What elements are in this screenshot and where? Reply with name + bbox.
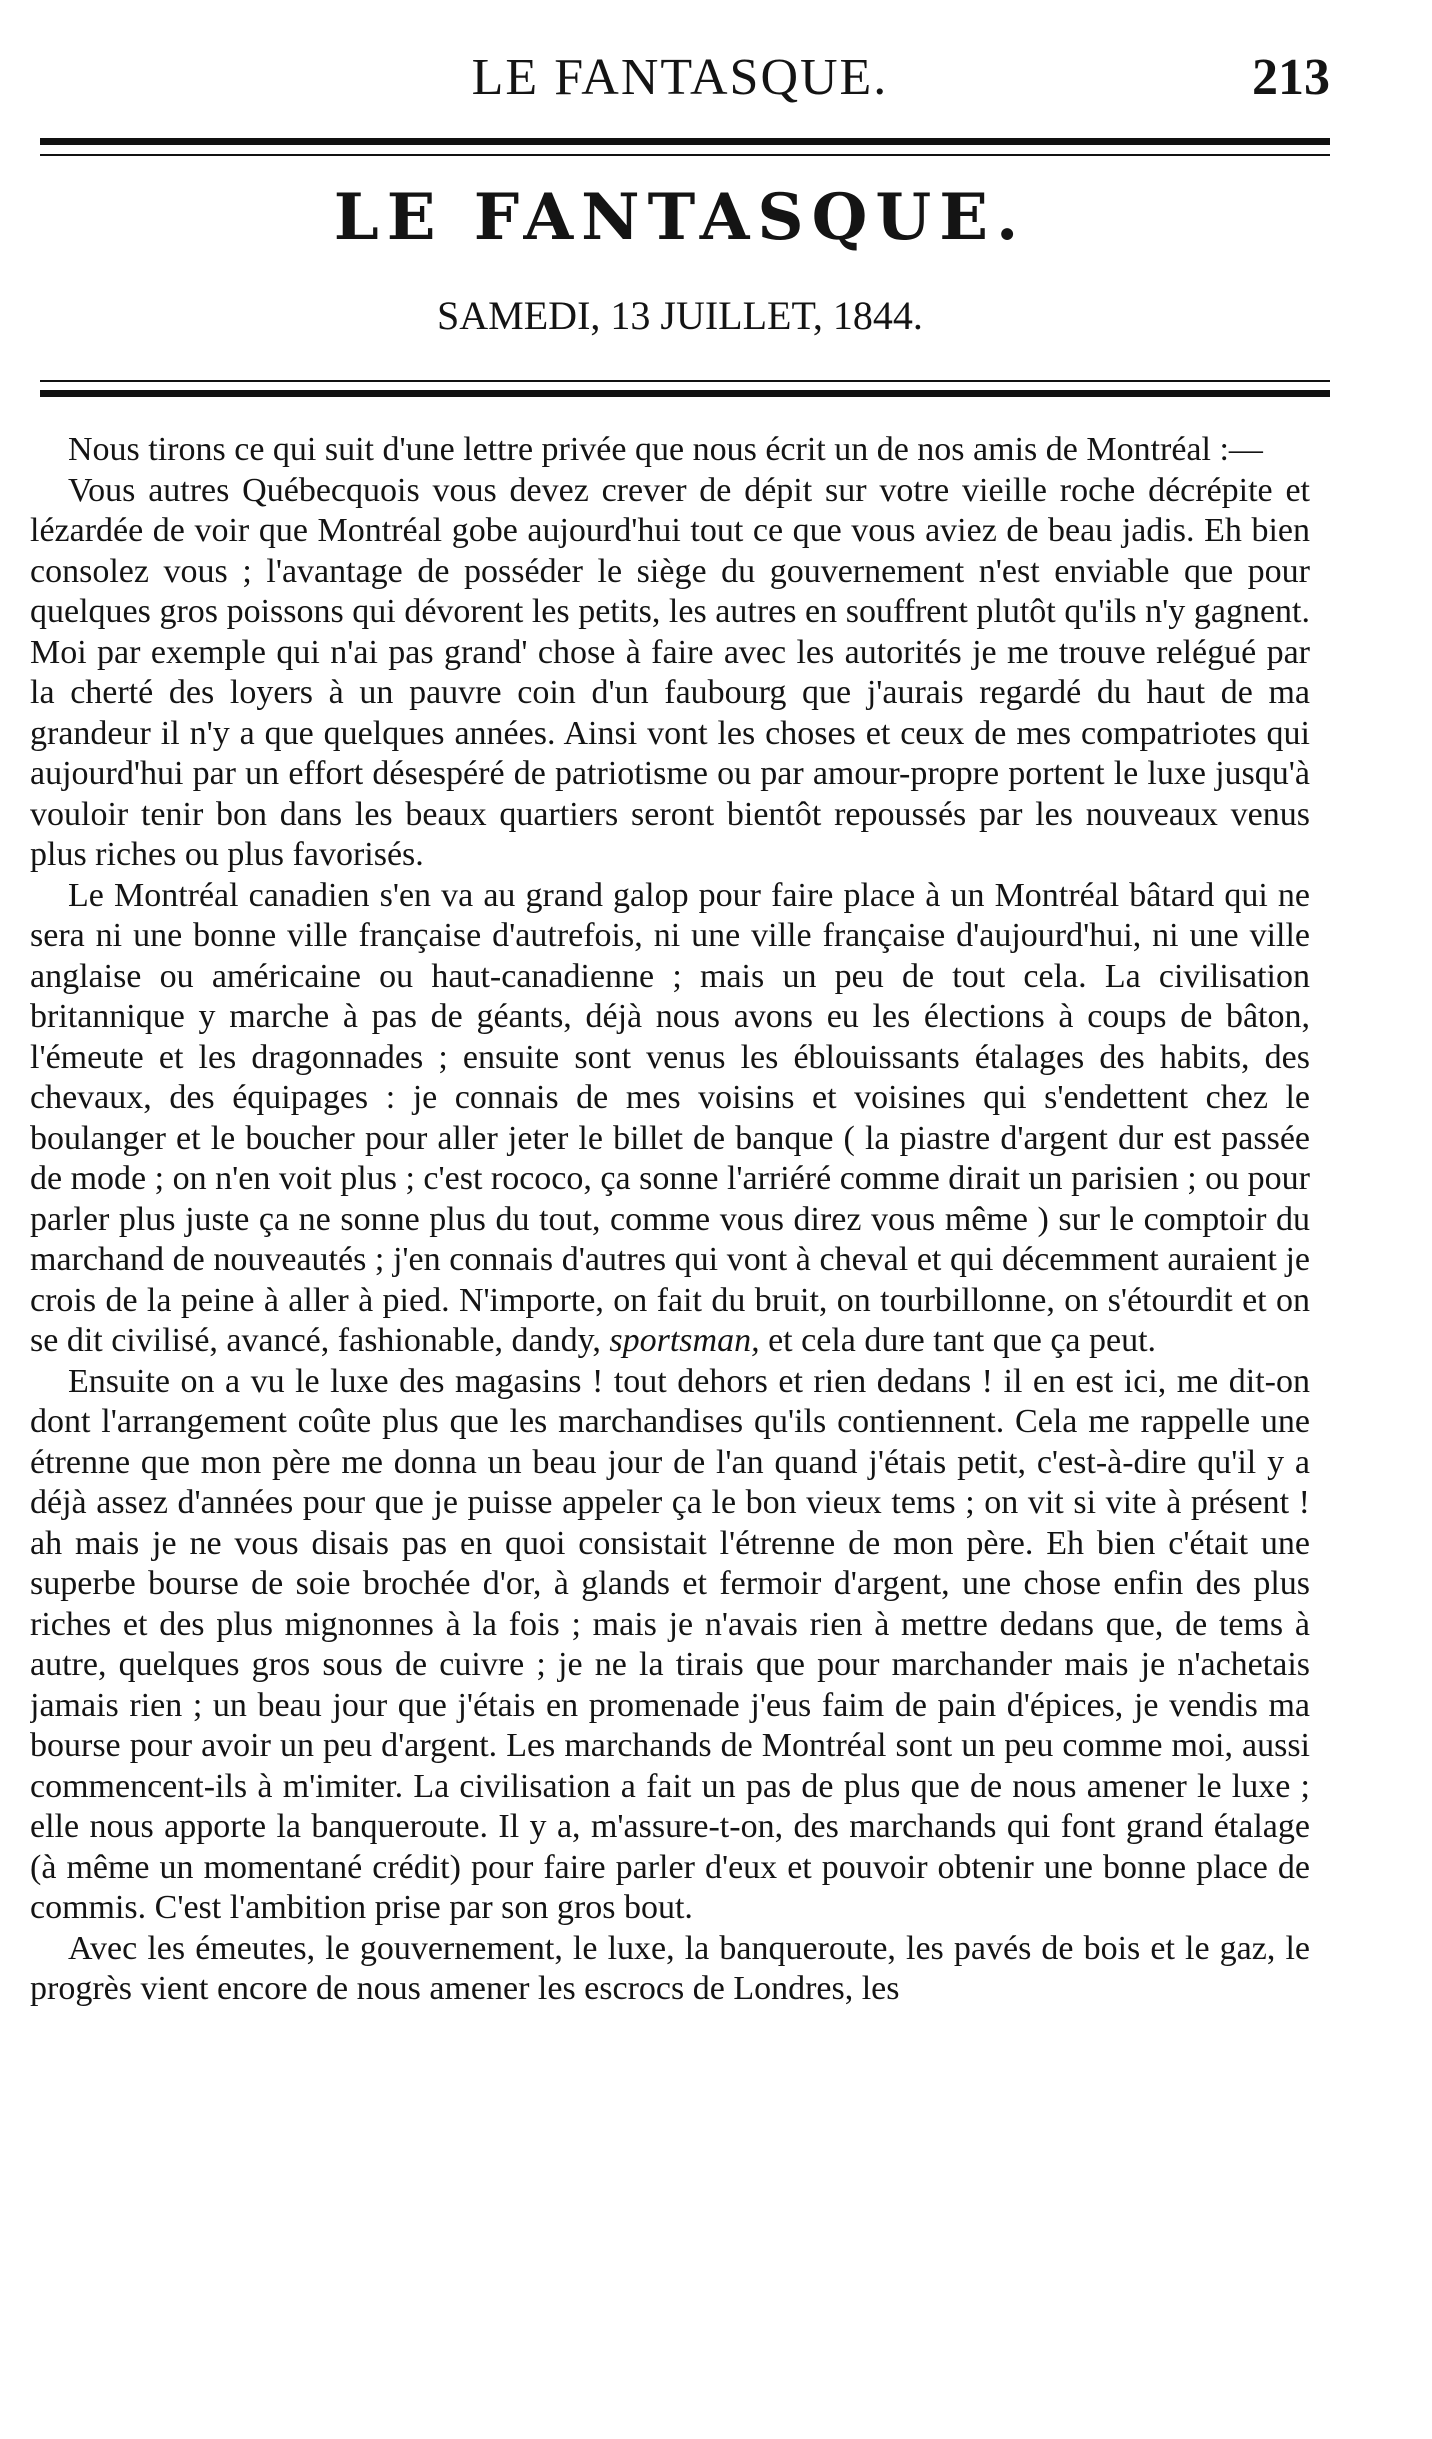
article-paragraph: Vous autres Québecquois vous devez crever de dépit sur votre vieille roche décrépite et lézardée de voir que Montréal gobe aujourd'hui tout ce que vous aviez de beau jadis. Eh bien consolez vous ; l'avantage de posséder le siège du gouvernement n'est enviable que pour quelques gros poissons qui dévorent les petits, les autres en souffrent plutôt qu'ils n'y gagnent. Moi par exemple qui n'ai pas grand' chose à faire avec les autorités je me trouve relégué par la cherté des loyers à un pauvre coin d'un faubourg que j'aurais regardé du haut de ma grandeur il n'y a que quelques années. Ainsi vont les choses et ceux de mes compatriotes qui aujourd'hui par un effort désespéré de patriotisme ou par amour-propre portent le luxe jusqu'à vouloir tenir bon dans les beaux quartiers seront bientôt repoussés par les nouveaux venus plus riches ou plus favorisés.: [30, 471, 1310, 873]
bottom-thick-rule: [40, 390, 1330, 397]
article-paragraph: Avec les émeutes, le gouvernement, le luxe, la banqueroute, les pavés de bois et le gaz, le progrès vient encore de nous amener les escrocs de Londres, les: [30, 1929, 1310, 2007]
paragraph-text: Le Montréal canadien s'en va au grand galop pour faire place à un Montréal bâtard qui ne sera ni une bonne ville française d'autrefois, ni une ville française d'aujourd'hui, ni une ville anglaise ou américaine ou haut-canadienne ; mais un peu de tout cela. La civilisation britannique y marche à pas de géants, déjà nous avons eu les élections à coups de bâton, l'émeute et les dragonnades ; ensuite sont venus les éblouissants étalages des habits, des chevaux, des équipages : je connais de mes voisins et voisines qui s'endettent chez le boulanger et le boucher pour aller jeter le billet de banque ( la piastre d'argent dur est passée de mode ; on n'en voit plus ; c'est rococo, ça sonne l'arriéré comme dirait un parisien ; ou pour parler plus juste ça ne sonne plus du tout, comme vous direz vous même ) sur le comptoir du marchand de nouveautés ; j'en connais d'autres qui vont à cheval et qui décemment auraient je crois de la peine à aller à pied. N'importe, on fait du bruit, on tourbillonne, on s'étourdit et on se dit civilisé, avancé, fashionable, dandy,: [30, 876, 1310, 1359]
bottom-thin-rule: [40, 380, 1330, 382]
article-body: [30, 430, 1310, 2310]
running-head: [30, 48, 1330, 118]
article-paragraph: Nous tirons ce qui suit d'une lettre privée que nous écrit un de nos amis de Montréal :—: [68, 431, 1263, 468]
masthead-title: LE FANTASQUE.: [333, 180, 1027, 255]
top-thin-rule: [40, 154, 1330, 156]
paragraph-text: et cela dure tant que ça peut.: [759, 1322, 1157, 1359]
top-thick-rule: [40, 138, 1330, 145]
page-number: 213: [1252, 49, 1330, 106]
newspaper-page: [30, 30, 1330, 2410]
running-title: LE FANTASQUE.: [471, 49, 889, 106]
italic-word: sportsman,: [609, 1322, 760, 1359]
article-paragraph: [30, 876, 1310, 1362]
dateline: SAMEDI, 13 JUILLET, 1844.: [437, 293, 923, 338]
article-paragraph: Ensuite on a vu le luxe des magasins ! tout dehors et rien dedans ! il en est ici, me dit-on dont l'arrangement coûte plus que les marchandises qu'ils contiennent. Cela me rappelle une étrenne que mon père me donna un beau jour de l'an quand j'étais petit, c'est-à-dire qu'il y a déjà assez d'années pour que je puisse appeler ça le bon vieux tems ; on vit si vite à présent ! ah mais je ne vous disais pas en quoi consistait l'étrenne de mon père. Eh bien c'était une superbe bourse de soie brochée d'or, à glands et fermoir d'argent, une chose enfin des plus riches et des plus mignonnes à la fois ; mais je n'avais rien à mettre dedans que, de tems à autre, quelques gros sous de cuivre ; je ne la tirais que pour marchander mais je n'achetais jamais rien ; un beau jour que j'étais en promenade j'eus faim de pain d'épices, je vendis ma bourse pour avoir un peu d'argent. Les marchands de Montréal sont un peu comme moi, aussi commencent-ils à m'imiter. La civilisation a fait un pas de plus que de nous amener le luxe ; elle nous apporte la banqueroute. Il y a, m'assure-t-on, des marchands qui font grand étalage (à même un momentané crédit) pour faire parler d'eux et pouvoir obtenir une bonne place de commis. C'est l'ambition prise par son gros bout.: [30, 1362, 1310, 1926]
